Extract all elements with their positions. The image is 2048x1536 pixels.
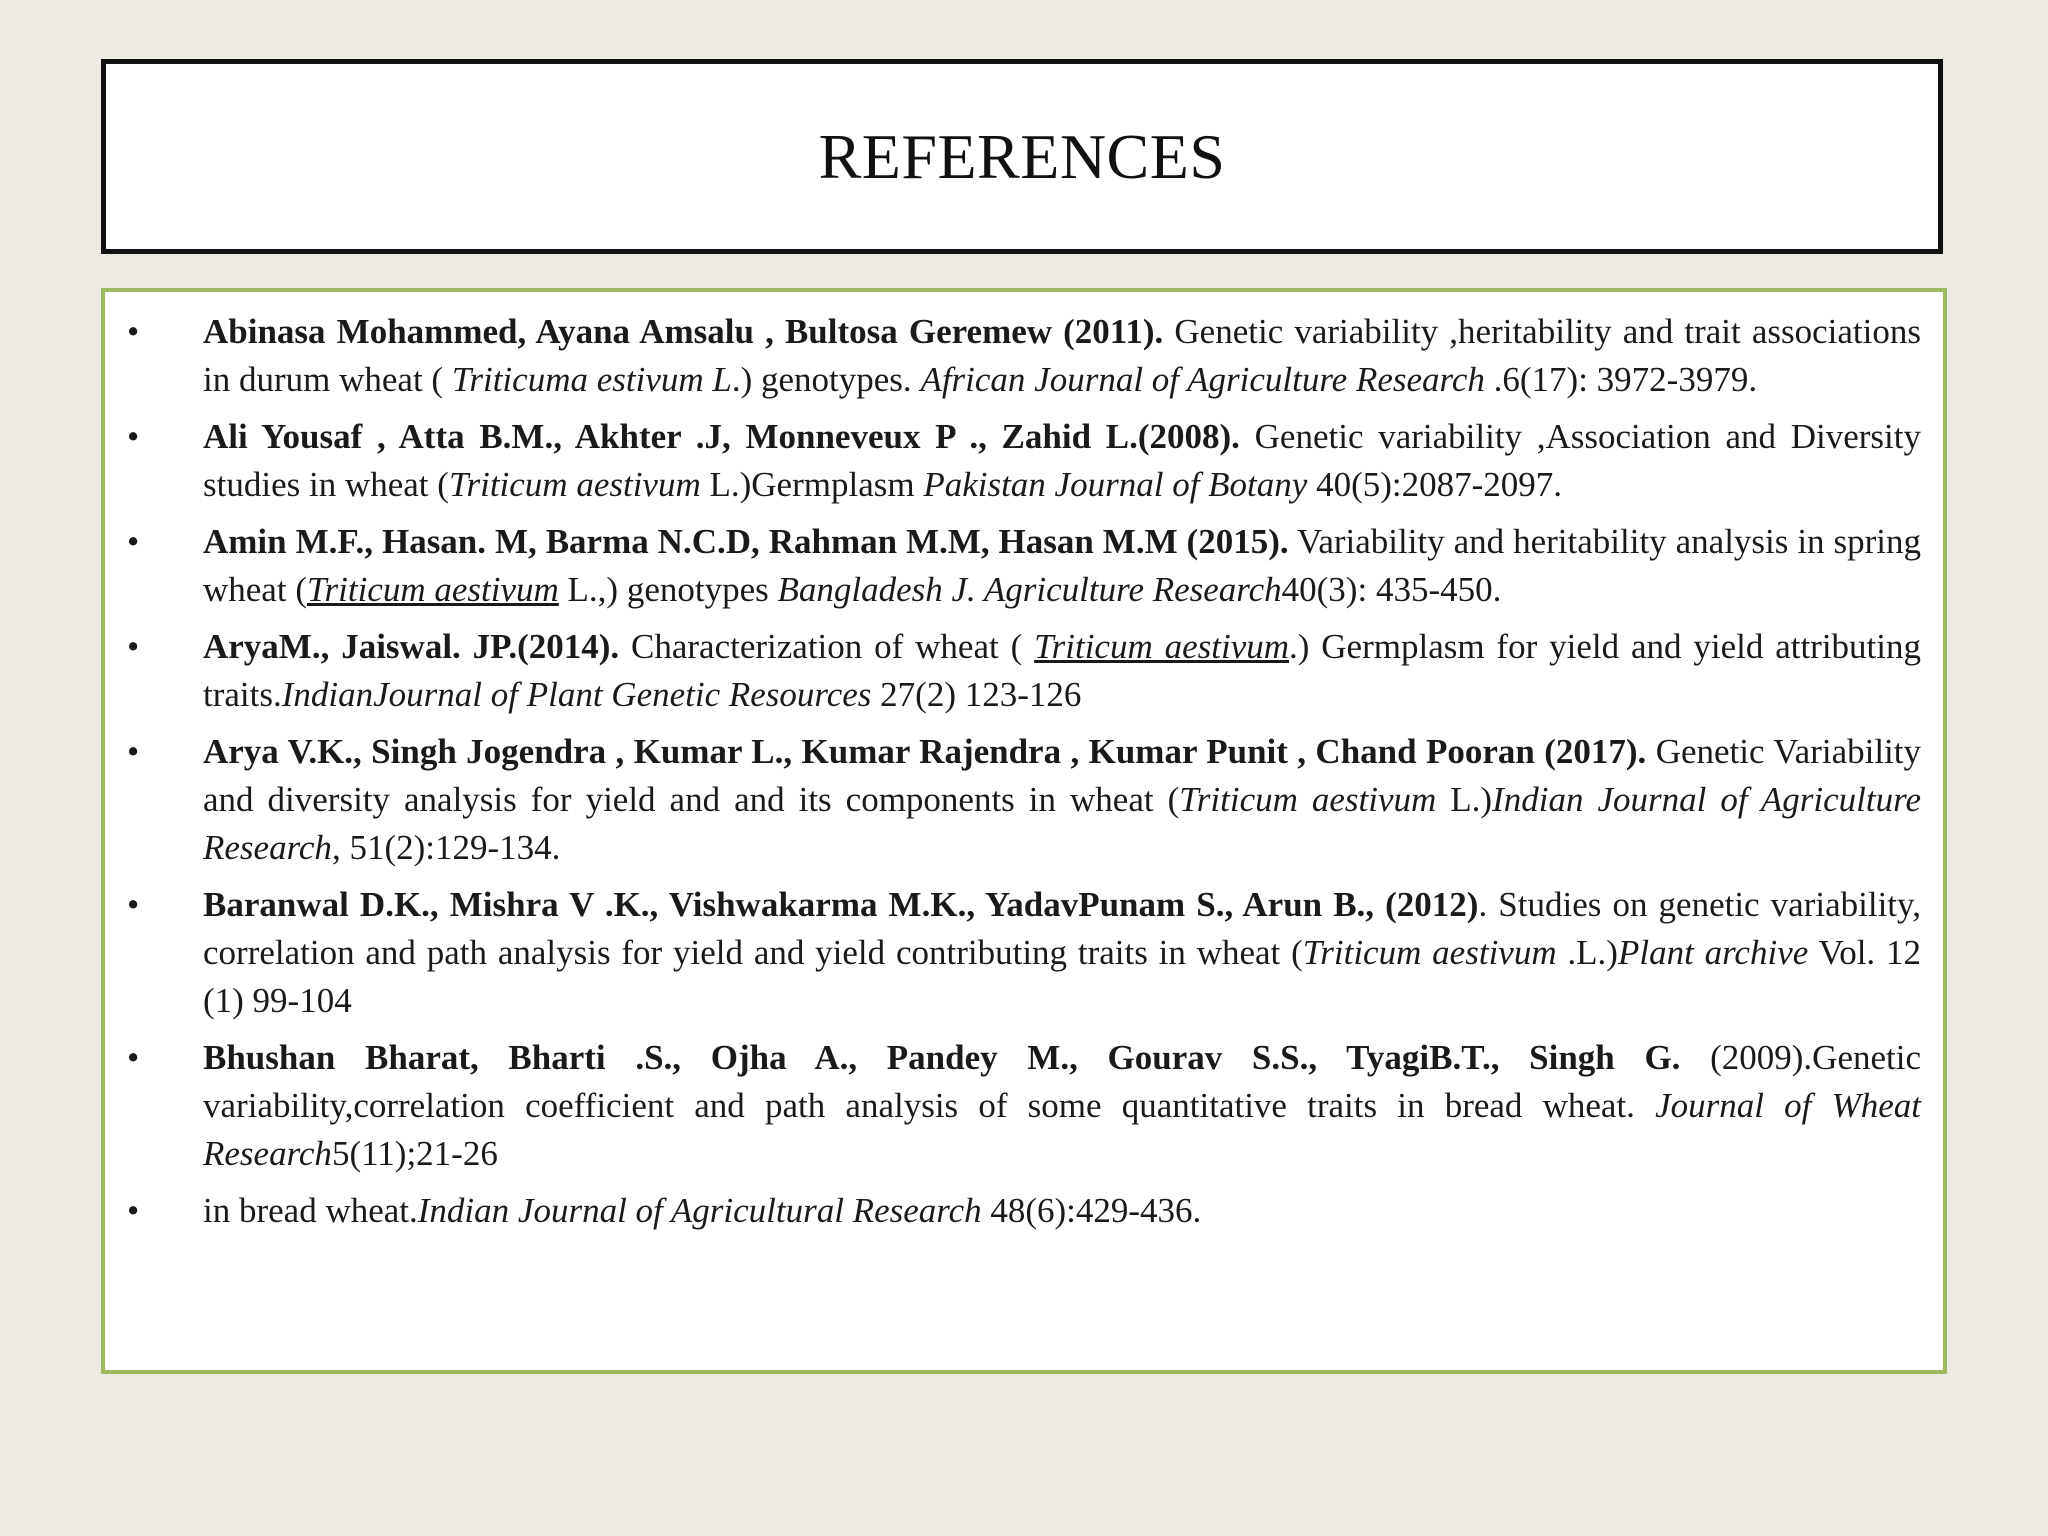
reference-species: Triticum aestivum <box>1179 780 1437 819</box>
reference-journal: Journal of Wheat Research <box>203 1086 1921 1173</box>
reference-species: Triticum aestivum <box>448 465 701 504</box>
reference-text: Genetic variability ,heritability and trait associations in durum wheat ( <box>203 312 1921 399</box>
reference-details: .6(17): 3972-3979. <box>1484 360 1758 399</box>
bullet-icon: • <box>127 627 140 666</box>
reference-details: 5(11);21-26 <box>331 1134 498 1173</box>
reference-authors: Arya V.K., Singh Jogendra , Kumar L., Kumar Rajendra , Kumar Punit , Chand Pooran (2017). <box>203 732 1647 771</box>
reference-text: . Studies on genetic variability, correlation and path analysis for yield and yield contributing traits in wheat ( <box>203 885 1921 972</box>
reference-item <box>105 623 1921 719</box>
reference-text: L.,) genotypes <box>558 570 778 609</box>
references-list <box>105 292 1943 1235</box>
reference-authors: AryaM., Jaiswal. JP.(2014). <box>203 627 620 666</box>
reference-details: , 51(2):129-134. <box>331 828 561 867</box>
bullet-icon: • <box>127 312 140 351</box>
reference-text: Genetic variability ,Association and Diversity studies in wheat ( <box>203 417 1921 504</box>
reference-authors: Abinasa Mohammed, Ayana Amsalu , Bultosa Geremew (2011). <box>203 312 1164 351</box>
bullet-icon: • <box>127 1191 140 1230</box>
bullet-icon: • <box>127 417 140 456</box>
reference-details: 48(6):429-436. <box>981 1191 1202 1230</box>
reference-details: 40(3): 435-450. <box>1281 570 1502 609</box>
reference-text: L.) <box>1436 780 1493 819</box>
reference-authors: Ali Yousaf , Atta B.M., Akhter .J, Monneveux P ., Zahid L.(2008). <box>203 417 1240 456</box>
bullet-icon: • <box>127 732 140 771</box>
title-box <box>101 59 1943 254</box>
reference-text: Genetic Variability and diversity analysis for yield and and its components in wheat ( <box>203 732 1922 819</box>
reference-text: .L.) <box>1556 933 1618 972</box>
references-box <box>101 288 1947 1374</box>
reference-item <box>105 518 1921 614</box>
reference-journal: IndianJournal of Plant Genetic Resources <box>281 675 872 714</box>
reference-journal: Pakistan Journal of Botany <box>923 465 1308 504</box>
bullet-icon: • <box>127 1038 140 1077</box>
reference-text: .) genotypes. <box>731 360 921 399</box>
reference-authors: Baranwal D.K., Mishra V .K., Vishwakarma M.K., YadavPunam S., Arun B., (2012) <box>203 885 1479 924</box>
reference-item <box>105 308 1921 404</box>
reference-item <box>105 728 1921 872</box>
reference-journal: African Journal of Agriculture Research <box>920 360 1485 399</box>
page-title: REFERENCES <box>818 120 1226 192</box>
reference-species: Triticum aestivum <box>1302 933 1557 972</box>
reference-journal: Plant archive <box>1617 933 1809 972</box>
reference-text: Variability and heritability analysis in spring wheat ( <box>203 522 1921 609</box>
reference-authors: Amin M.F., Hasan. M, Barma N.C.D, Rahman M.M, Hasan M.M (2015). <box>203 522 1289 561</box>
reference-item <box>105 1034 1921 1178</box>
reference-text: L.)Germplasm <box>700 465 924 504</box>
reference-text: (2009).Genetic variability,correlation coefficient and path analysis of some quantitative traits in bread wheat. <box>203 1038 1922 1125</box>
reference-species: Triticuma estivum L <box>451 360 732 399</box>
reference-details: 40(5):2087-2097. <box>1307 465 1563 504</box>
reference-journal: Bangladesh J. Agriculture Research <box>777 570 1282 609</box>
reference-details: Vol. 12 (1) 99-104 <box>203 933 1921 1020</box>
reference-item <box>105 413 1921 509</box>
reference-text: Characterization of wheat ( <box>619 627 1035 666</box>
reference-text: in bread wheat. <box>203 1191 418 1230</box>
reference-species: Triticum aestivum <box>306 570 559 609</box>
reference-journal: Indian Journal of Agricultural Research <box>417 1191 982 1230</box>
bullet-icon: • <box>127 885 140 924</box>
reference-item <box>105 881 1921 1025</box>
reference-details: 27(2) 123-126 <box>871 675 1082 714</box>
reference-species: Triticum aestivum <box>1034 627 1290 666</box>
reference-text: .) Germplasm for yield and yield attributing traits. <box>203 627 1921 714</box>
reference-journal: Indian Journal of Agriculture Research <box>203 780 1921 867</box>
reference-authors: Bhushan Bharat, Bharti .S., Ojha A., Pandey M., Gourav S.S., TyagiB.T., Singh G. <box>203 1038 1681 1077</box>
reference-item <box>105 1187 1921 1235</box>
bullet-icon: • <box>127 522 140 561</box>
